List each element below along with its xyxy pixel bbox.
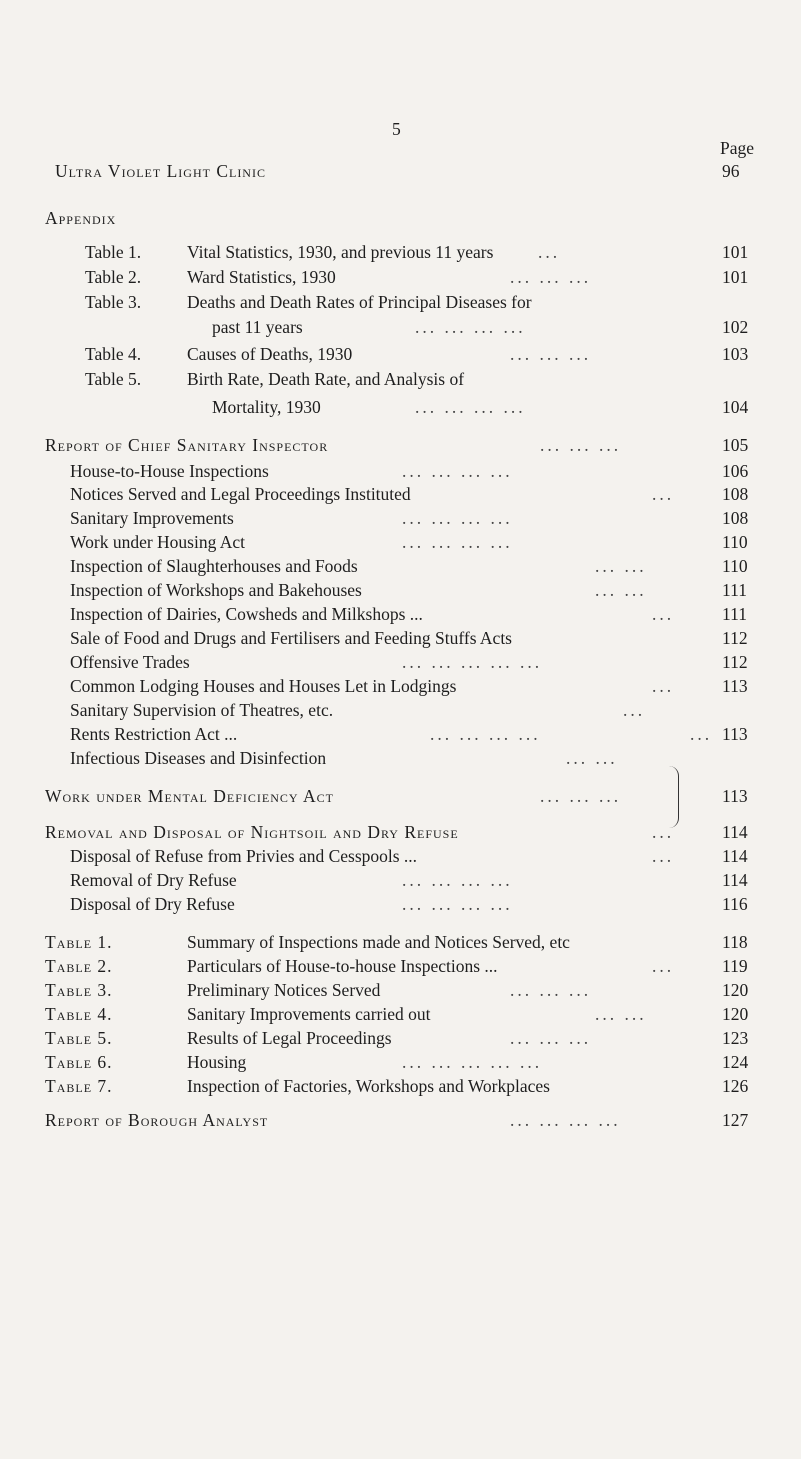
dot-leaders: ... ... ... [510,980,592,1000]
dot-leaders: ... [652,604,675,624]
entry-title: Particulars of House-to-house Inspections ... [187,956,498,976]
page-ref: 112 [722,652,748,672]
dot-leaders: ... [690,724,713,744]
page-ref: 120 [722,1004,749,1024]
dot-leaders: ... [652,846,675,866]
dot-leaders: ... ... ... [540,786,622,806]
entry-title: Birth Rate, Death Rate, and Analysis of [187,369,465,389]
page-ref: 114 [722,822,748,842]
dot-leaders: ... ... ... [540,435,622,455]
entry-title: Report of Chief Sanitary Inspector [45,435,329,455]
page-ref: 101 [722,242,749,262]
dot-leaders: ... [652,956,675,976]
page-ref: 112 [722,628,748,648]
page-ref: 113 [722,676,748,696]
entry-label: Table 3. [45,980,113,1000]
page-ref: 110 [722,556,748,576]
entry-title: Report of Borough Analyst [45,1110,269,1130]
page-ref: 110 [722,532,748,552]
entry-title-continued: Mortality, 1930 [212,397,321,417]
dot-leaders: ... ... ... ... [415,397,526,417]
dot-leaders: ... [652,822,675,842]
dot-leaders: ... ... [595,580,647,600]
entry-title: Deaths and Death Rates of Principal Diseases for [187,292,532,312]
page-ref: 124 [722,1052,749,1072]
entry-label: Table 4. [85,344,142,364]
entry-title: Preliminary Notices Served [187,980,381,1000]
dot-leaders: ... ... [595,556,647,576]
page-ref: 108 [722,508,749,528]
entry-title: Sanitary Improvements [70,508,234,528]
entry-title: Summary of Inspections made and Notices Served, etc [187,932,570,952]
entry-title: Sale of Food and Drugs and Fertilisers and Feeding Stuffs Acts [70,628,512,648]
page-ref: 108 [722,484,749,504]
dot-leaders: ... ... ... ... [415,317,526,337]
entry-title-continued: past 11 years [212,317,303,337]
entry-title: Inspection of Factories, Workshops and Workplaces [187,1076,550,1096]
dot-leaders: ... ... [595,1004,647,1024]
page-ref: 106 [722,461,749,481]
entry-title: Rents Restriction Act ... [70,724,238,744]
page-ref: 105 [722,435,749,455]
entry-label: Table 7. [45,1076,113,1096]
dot-leaders: ... ... [566,748,618,768]
dot-leaders: ... ... ... ... [402,461,513,481]
dot-leaders: ... ... ... ... [510,1110,621,1130]
entry-title: Inspection of Workshops and Bakehouses [70,580,362,600]
entry-title: Infectious Diseases and Disinfection [70,748,327,768]
dot-leaders: ... ... ... ... [402,532,513,552]
page-ref: 119 [722,956,748,976]
entry-title: Work under Mental Deficiency Act [45,786,334,806]
dot-leaders: ... [652,676,675,696]
dot-leaders: ... ... ... [510,1028,592,1048]
page-ref: 116 [722,894,748,914]
page-ref: 102 [722,317,749,337]
dot-leaders: ... ... ... [510,344,592,364]
entry-title: Disposal of Dry Refuse [70,894,235,914]
page-number: 5 [392,119,401,139]
entry-label: Table 2. [45,956,113,976]
dot-leaders: ... [623,700,646,720]
dot-leaders: ... [652,484,675,504]
entry-label: Table 2. [85,267,142,287]
entry-title: Work under Housing Act [70,532,246,552]
dot-leaders: ... [538,242,561,262]
page-ref: 103 [722,344,749,364]
entry-title: House-to-House Inspections [70,461,269,481]
page-column-label: Page [720,138,755,158]
entry-title: Notices Served and Legal Proceedings Instituted [70,484,411,504]
dot-leaders: ... ... ... ... ... [402,652,543,672]
entry-title: Ward Statistics, 1930 [187,267,336,287]
entry-title: Common Lodging Houses and Houses Let in Lodgings [70,676,457,696]
entry-label: Table 4. [45,1004,113,1024]
entry-title: Housing [187,1052,247,1072]
entry-label: Table 3. [85,292,142,312]
page-ref: 114 [722,870,748,890]
entry-title: Inspection of Dairies, Cowsheds and Milkshops ... [70,604,423,624]
dot-leaders: ... ... ... ... [402,870,513,890]
dot-leaders: ... ... ... ... [402,894,513,914]
page-ref: 113 [722,724,748,744]
dot-leaders: ... ... ... ... ... [402,1052,543,1072]
page-ref: 123 [722,1028,749,1048]
entry-title: Appendix [45,208,117,228]
grouping-brace [668,766,679,828]
page-ref: 111 [722,580,747,600]
entry-label: Table 1. [45,932,113,952]
entry-label: Table 1. [85,242,142,262]
dot-leaders: ... ... ... ... [430,724,541,744]
page-ref: 118 [722,932,748,952]
entry-title: Sanitary Improvements carried out [187,1004,431,1024]
page-ref: 127 [722,1110,749,1130]
entry-label: Table 5. [45,1028,113,1048]
page-ref: 113 [722,786,748,806]
entry-title: Results of Legal Proceedings [187,1028,392,1048]
page-ref: 101 [722,267,749,287]
entry-title: Removal and Disposal of Nightsoil and Dry Refuse [45,822,459,842]
entry-title: Sanitary Supervision of Theatres, etc. [70,700,334,720]
entry-label: Table 6. [45,1052,113,1072]
entry-title: Causes of Deaths, 1930 [187,344,353,364]
entry-title: Removal of Dry Refuse [70,870,237,890]
dot-leaders: ... ... ... ... [402,508,513,528]
page-ref: 111 [722,604,747,624]
entry-title: Offensive Trades [70,652,190,672]
page-ref: 114 [722,846,748,866]
entry-title: Vital Statistics, 1930, and previous 11 years [187,242,494,262]
dot-leaders: ... ... ... [510,267,592,287]
page-ref: 96 [722,161,740,181]
entry-title: Disposal of Refuse from Privies and Cesspools ... [70,846,418,866]
page-ref: 120 [722,980,749,1000]
entry-label: Table 5. [85,369,142,389]
page-ref: 104 [722,397,749,417]
page-ref: 126 [722,1076,749,1096]
entry-title: Inspection of Slaughterhouses and Foods [70,556,358,576]
entry-title: Ultra Violet Light Clinic [55,161,266,181]
